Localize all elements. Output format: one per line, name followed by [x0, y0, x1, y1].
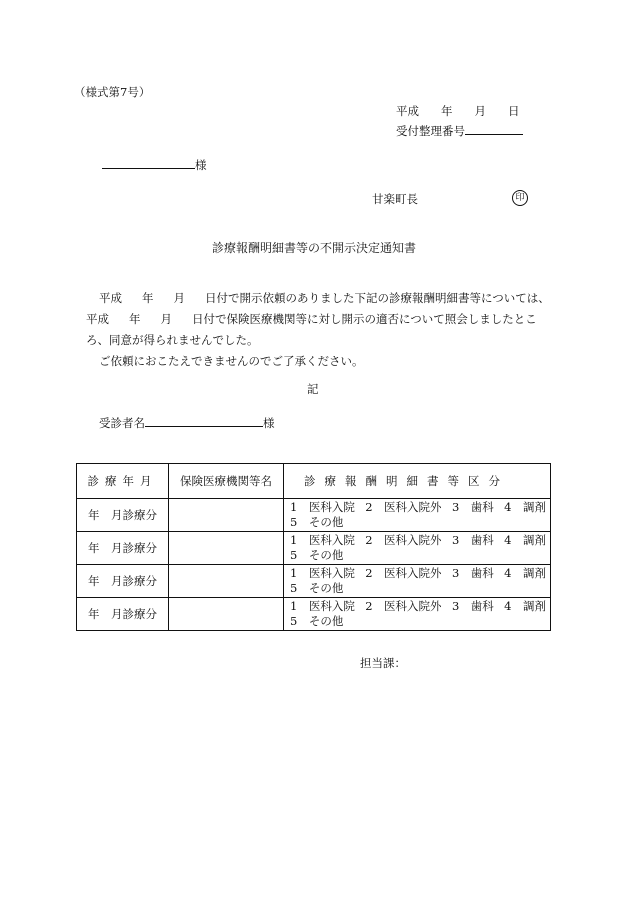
reception-label: 受付整理番号 — [396, 124, 465, 138]
patient-name-blank[interactable] — [145, 426, 263, 427]
table-row: 年 月診療分 1 医科入院 2 医科入院外 3 歯科 4 調剤 5 その他 — [77, 598, 551, 631]
row-month: 年 月診療分 — [88, 607, 157, 621]
tanto-label: 担当課： — [360, 656, 406, 670]
reception-number-blank[interactable] — [465, 134, 523, 135]
document-title: 診療報酬明細書等の不開示決定通知書 — [212, 241, 417, 255]
row-institution-cell[interactable] — [169, 598, 284, 631]
patient-suffix: 様 — [263, 416, 275, 430]
row-month: 年 月診療分 — [88, 574, 157, 588]
date-line — [396, 103, 520, 119]
form-number: （様式第7号） — [74, 85, 151, 99]
table-row: 年 月診療分 1 医科入院 2 医科入院外 3 歯科 4 調剤 5 その他 — [77, 565, 551, 598]
row-institution-cell[interactable] — [169, 532, 284, 565]
row-month: 年 月診療分 — [88, 508, 157, 522]
body-paragraph-2: ご依頼におこたえできませんのでご了承ください。 — [99, 354, 364, 368]
header-category: 診療報酬明細書等区分 — [304, 474, 509, 488]
row-month: 年 月診療分 — [88, 541, 157, 555]
table-header-row — [77, 464, 551, 499]
table-row: 年 月診療分 1 医科入院 2 医科入院外 3 歯科 4 調剤 5 その他 — [77, 499, 551, 532]
date-era: 平成 — [396, 104, 419, 118]
body-text — [86, 288, 554, 372]
claims-table — [76, 463, 551, 631]
body-paragraph-1: 平成 年 月 日付で開示依頼のありました下記の診療報酬明細書等については、平成 年 月 日付で保険医療機関等に対し開示の適否について照会しましたところ、同意が得られませんでした。 — [86, 291, 550, 347]
header-month: 診療年月 — [87, 474, 158, 488]
patient-label: 受診者名 — [99, 416, 145, 430]
table-row: 年 月診療分 1 医科入院 2 医科入院外 3 歯科 4 調剤 5 その他 — [77, 532, 551, 565]
issuer: 甘楽町長 — [372, 192, 418, 206]
recipient-line — [102, 157, 207, 173]
date-day: 日 — [508, 104, 520, 118]
date-month: 月 — [474, 104, 486, 118]
reception-number — [396, 123, 523, 139]
date-year: 年 — [441, 104, 453, 118]
recipient-name-blank[interactable] — [102, 168, 195, 169]
seal-icon: 印 — [512, 190, 528, 206]
patient-line — [99, 415, 275, 431]
ki-mark: 記 — [307, 382, 319, 396]
row-institution-cell[interactable] — [169, 499, 284, 532]
row-institution-cell[interactable] — [169, 565, 284, 598]
recipient-suffix: 様 — [195, 158, 207, 172]
header-institution: 保険医療機関等名 — [180, 474, 272, 488]
